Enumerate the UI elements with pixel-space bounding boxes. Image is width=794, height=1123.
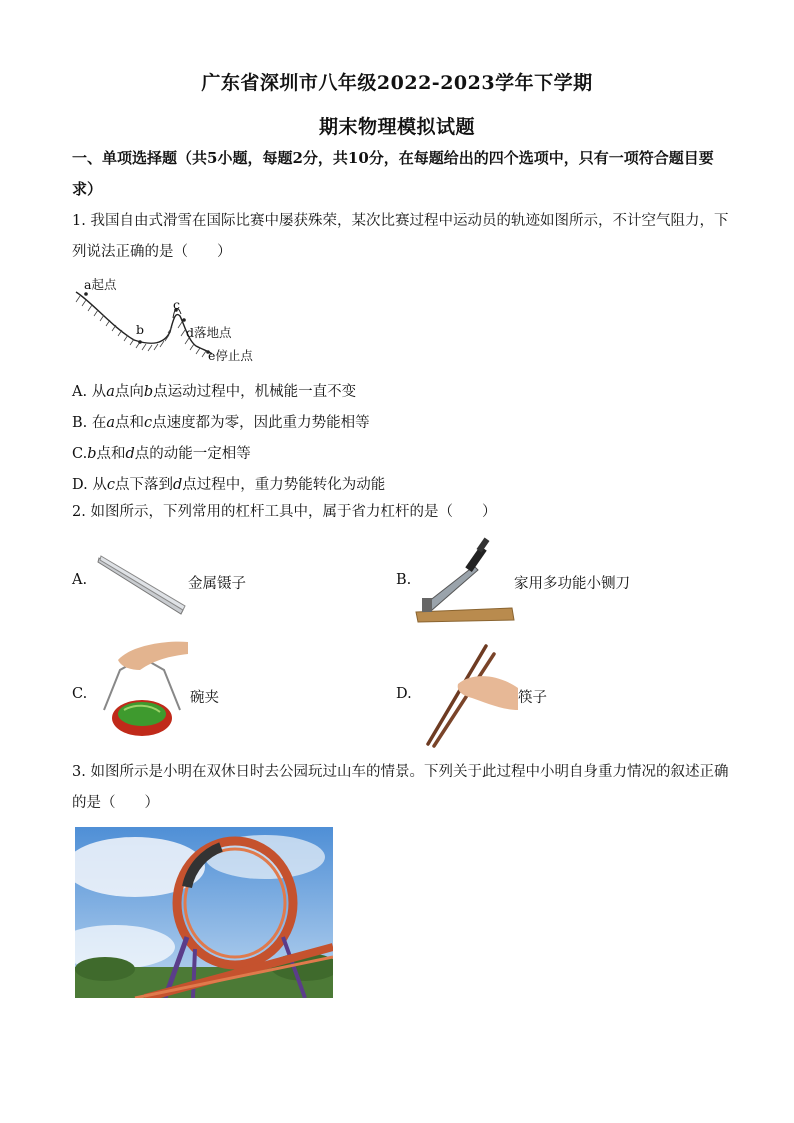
roller-coaster-photo xyxy=(75,827,333,998)
q2-option-b-letter: B. xyxy=(396,572,412,588)
q1-option-a: A. 从a点向b点运动过程中，机械能一直不变 xyxy=(72,384,357,400)
page-title: 广东省深圳市八年级2022-2023学年下学期 xyxy=(201,72,593,94)
q2-option-c-letter: C. xyxy=(72,686,88,702)
q1-option-d: D. 从c点下落到d点过程中，重力势能转化为动能 xyxy=(72,477,386,493)
q2-option-b-label: 家用多功能小铡刀 xyxy=(514,576,630,592)
label-e: e停止点 xyxy=(208,348,253,363)
label-d: d落地点 xyxy=(186,325,232,340)
bowl-clip-icon xyxy=(94,640,190,746)
question-3-stem: 3. 如图所示是小明在双休日时去公园玩过山车的情景。下列关于此过程中小明自身重力情况的叙述正确的是（ ） xyxy=(72,764,729,811)
label-a: a起点 xyxy=(84,277,117,292)
q2-option-a-letter: A. xyxy=(72,572,88,588)
section-heading: 一、单项选择题（共5小题，每题2分，共10分，在每题给出的四个选项中，只有一项符合题目要求） xyxy=(72,149,714,198)
q2-option-c-label: 碗夹 xyxy=(190,690,219,706)
label-c: c xyxy=(173,297,181,312)
page-subtitle: 期末物理模拟试题 xyxy=(318,116,475,138)
label-b: b xyxy=(136,322,145,337)
q1-option-c: C.b点和d点的动能一定相等 xyxy=(72,446,251,462)
tweezers-icon xyxy=(95,552,187,618)
question-1-stem: 1. 我国自由式滑雪在国际比赛中屡获殊荣，某次比赛过程中运动员的轨迹如图所示，不计空气阻力，下列说法正确的是（ ） xyxy=(72,213,729,260)
q2-option-a-label: 金属镊子 xyxy=(188,576,246,592)
guillotine-icon xyxy=(414,536,516,624)
q1-option-b: B. 在a点和c点速度都为零，因此重力势能相等 xyxy=(72,415,370,431)
q2-option-d-letter: D. xyxy=(396,686,412,702)
chopsticks-icon xyxy=(422,644,522,748)
question-2-stem: 2. 如图所示，下列常用的杠杆工具中，属于省力杠杆的是（ ） xyxy=(72,504,497,520)
q2-option-d-label: 筷子 xyxy=(518,690,547,706)
ski-trajectory-figure xyxy=(72,272,272,364)
